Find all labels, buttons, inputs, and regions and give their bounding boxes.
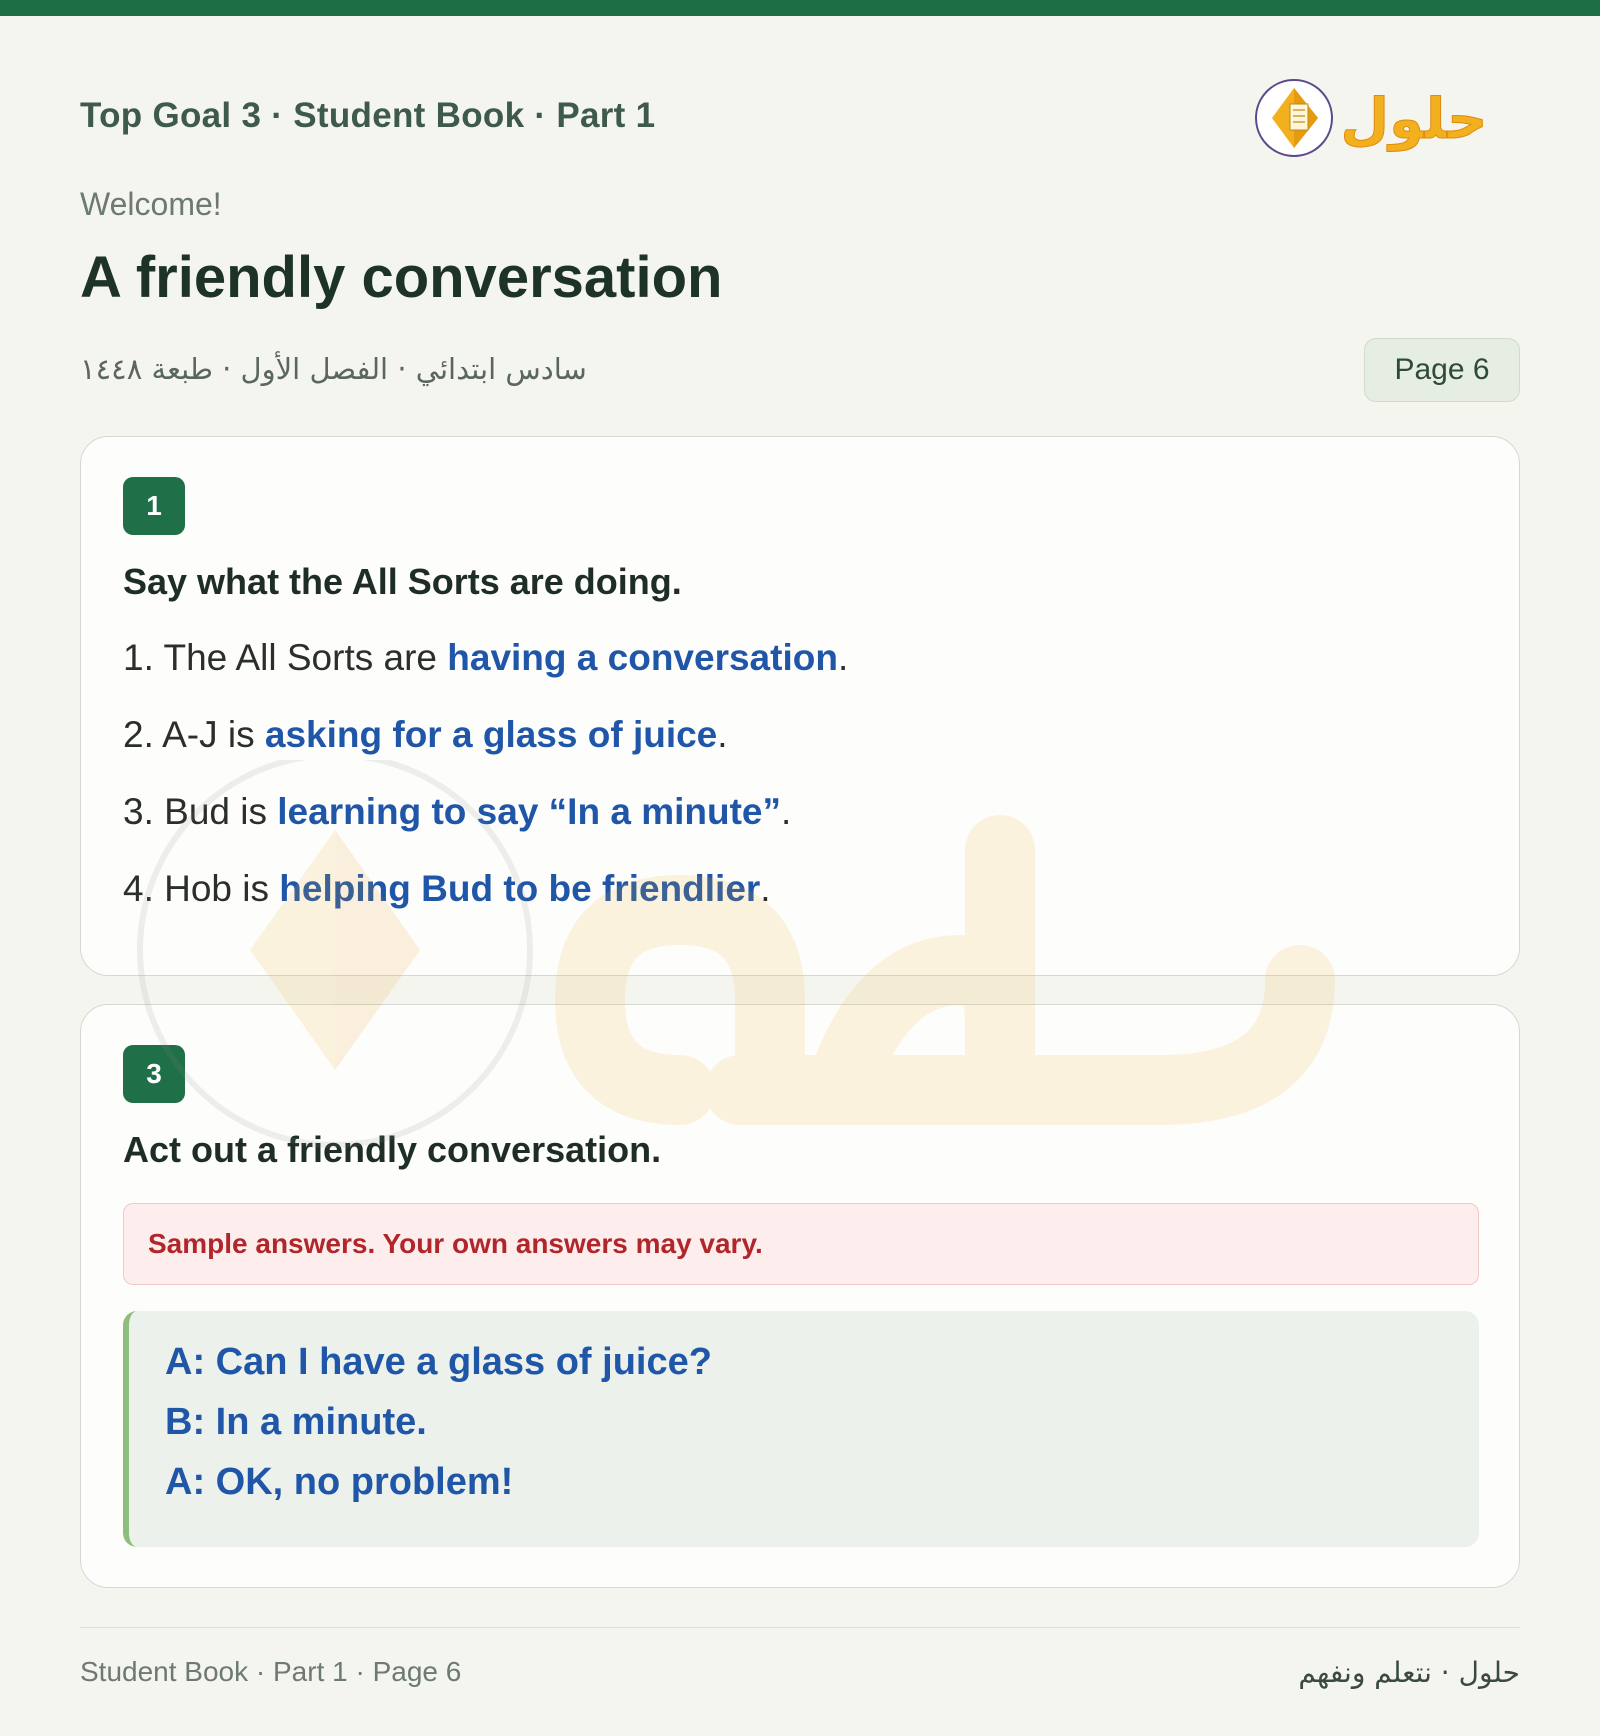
page-header: [80, 87, 1520, 172]
exercise-instruction: Say what the All Sorts are doing.: [123, 561, 682, 602]
item-answer: learning to say “In a minute”: [277, 791, 781, 832]
item-suffix: .: [760, 868, 771, 909]
exercise-number-badge: 3: [123, 1045, 185, 1103]
item-suffix: .: [717, 714, 728, 755]
list-item: [123, 789, 848, 866]
item-answer: having a conversation: [447, 637, 838, 678]
dialogue-line: A: Can I have a glass of juice?: [165, 1341, 712, 1383]
item-answer: helping Bud to be friendlier: [279, 868, 761, 909]
arabic-subtitle: سادس ابتدائي · الفصل الأول · طبعة ١٤٤٨: [80, 352, 587, 386]
list-item: [123, 635, 848, 712]
list-item: [123, 712, 848, 789]
book-logo-icon: [1254, 68, 1504, 168]
item-suffix: .: [780, 791, 792, 832]
page-title: A friendly conversation: [80, 245, 723, 310]
footer-brand: حلول · نتعلم ونفهم: [1298, 1656, 1520, 1689]
dialogue-line: A: OK, no problem!: [165, 1461, 514, 1503]
dialogue-box: [123, 1311, 1479, 1547]
exercise-card-3: [80, 1004, 1520, 1588]
exercise-instruction: Act out a friendly conversation.: [123, 1129, 662, 1170]
item-prefix: 1. The All Sorts are: [123, 637, 448, 678]
answer-list: [123, 635, 848, 943]
item-prefix: 2. A-J is: [123, 714, 265, 755]
page-number-badge: Page 6: [1364, 338, 1520, 402]
list-item: [123, 866, 848, 943]
footer-divider: [80, 1627, 1520, 1628]
item-answer: asking for a glass of juice: [264, 714, 718, 755]
item-suffix: .: [837, 637, 849, 678]
item-prefix: 4. Hob is: [123, 868, 280, 909]
welcome-text: Welcome!: [80, 186, 222, 222]
item-prefix: 3. Bud is: [123, 791, 278, 832]
sample-answers-notice: Sample answers. Your own answers may vary.: [123, 1203, 1479, 1285]
book-title: Top Goal 3 · Student Book · Part 1: [80, 96, 656, 135]
exercise-card-1: [80, 436, 1520, 976]
logo-text: حلول: [1340, 87, 1488, 152]
exercise-number-badge: 1: [123, 477, 185, 535]
top-accent-bar: [0, 0, 1600, 16]
dialogue-line: B: In a minute.: [165, 1401, 427, 1443]
footer-page-info: Student Book · Part 1 · Page 6: [80, 1656, 462, 1687]
